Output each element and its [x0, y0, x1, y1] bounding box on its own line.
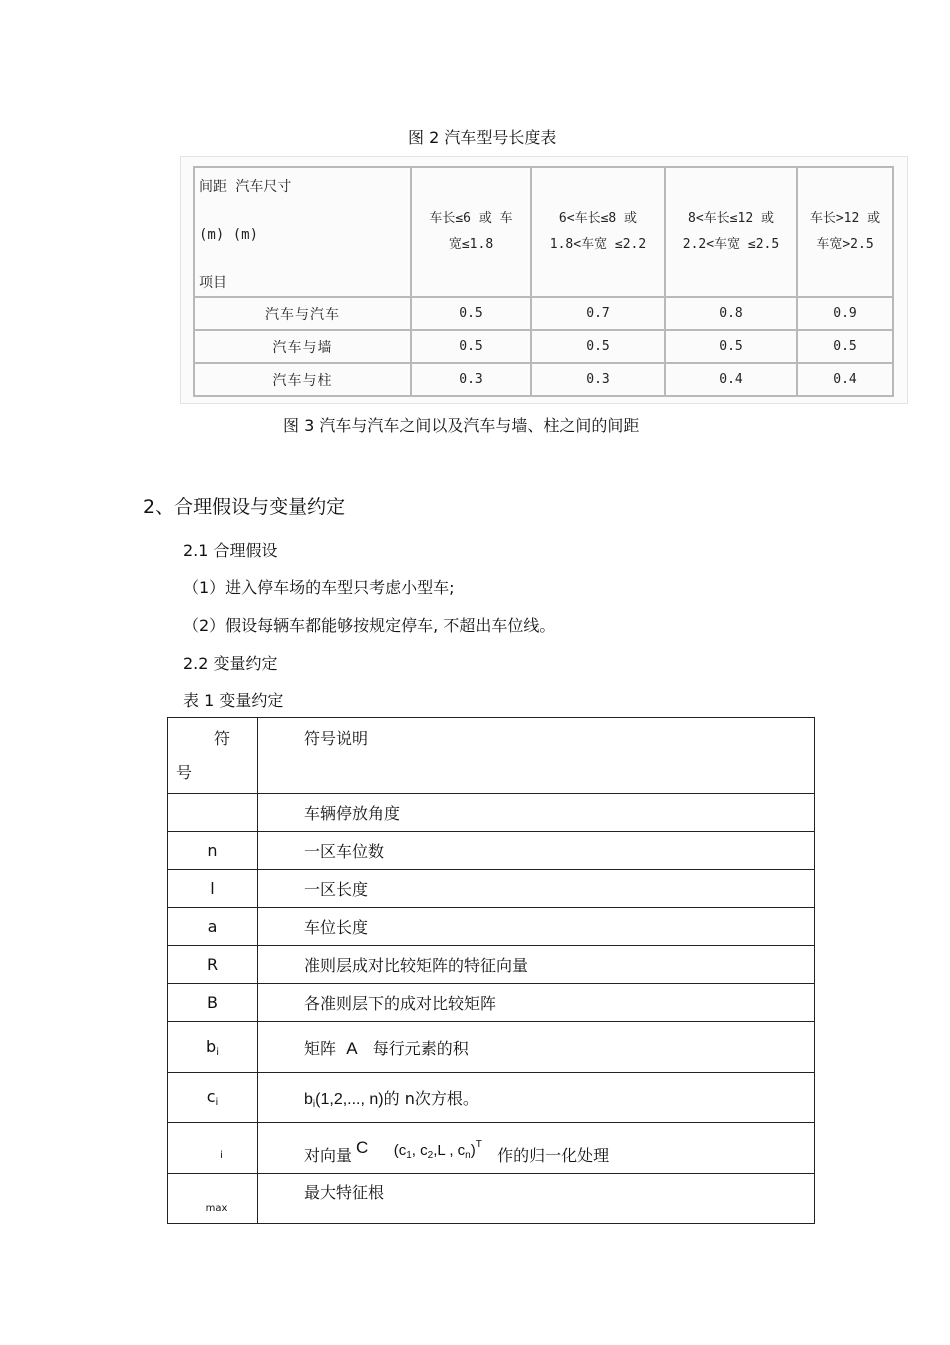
desc-cell: 最大特征根: [258, 1174, 815, 1224]
desc-cell: 车位长度: [258, 908, 815, 946]
figure-3-header-line1: 间距 汽车尺寸: [199, 179, 292, 195]
desc-bi-var: A: [346, 1038, 358, 1058]
vec-sup-t: T: [475, 1139, 482, 1150]
figure-3-col-3-line2: 2.2<车宽 ≤2.5: [682, 237, 780, 252]
vec-sub-2: 2: [427, 1150, 434, 1161]
table-1-caption: 表 1 变量约定: [183, 691, 284, 710]
desc-ci-b: b: [304, 1090, 313, 1108]
figure-3-cell: 0.5: [411, 330, 531, 363]
subsection-2-2-heading: 2.2 变量约定: [183, 654, 278, 673]
symbol-cell: [168, 794, 258, 832]
symbol-cell: n: [168, 832, 258, 870]
assumption-2: （2）假设每辆车都能够按规定停车, 不超出车位线。: [183, 616, 556, 635]
figure-3-col-1-line1: 车长≤6 或 车: [429, 211, 513, 226]
vec-sep-1: , c: [411, 1142, 428, 1159]
table-row: [168, 1073, 815, 1123]
desc-ci-args: (1,2,..., n): [315, 1090, 384, 1108]
figure-3-row-label: 汽车与柱: [194, 363, 411, 396]
figure-3-cell: 0.8: [665, 297, 797, 330]
header-symbol-top: 符: [214, 729, 231, 748]
figure-3-cell: 0.3: [411, 363, 531, 396]
figure-3-cell: 0.4: [797, 363, 893, 396]
table-row: [168, 908, 815, 946]
desc-cell: 一区长度: [258, 870, 815, 908]
figure-3-col-4-line1: 车长>12 或: [809, 211, 881, 226]
assumption-1: （1）进入停车场的车型只考虑小型车;: [183, 578, 455, 597]
figure-3-col-2-line1: 6<车长≤8 或: [558, 211, 638, 226]
figure-3-row-label: 汽车与墙: [194, 330, 411, 363]
symbol-b: b: [206, 1036, 217, 1056]
table-row: [168, 1123, 815, 1174]
header-desc-cell: 符号说明: [258, 718, 815, 794]
figure-3-caption: 图 3 汽车与汽车之间以及汽车与墙、柱之间的间距: [283, 416, 640, 435]
table-row: [168, 1022, 815, 1073]
desc-cell: 准则层成对比较矩阵的特征向量: [258, 946, 815, 984]
desc-norm-post: 作的归一化处理: [497, 1146, 610, 1165]
section-2-heading: 2、合理假设与变量约定: [143, 496, 346, 518]
vec-close: ): [470, 1142, 476, 1159]
figure-3-cell: 0.9: [797, 297, 893, 330]
figure-3-col-3: [665, 167, 797, 297]
header-symbol-cell: [168, 718, 258, 794]
figure-2-caption: 图 2 汽车型号长度表: [408, 128, 557, 147]
figure-3-cell: 0.5: [531, 330, 665, 363]
desc-bi-pre: 矩阵: [304, 1038, 337, 1058]
vec-sub-n: n: [465, 1150, 471, 1161]
figure-3-col-1-line2: 宽≤1.8: [448, 237, 494, 252]
symbol-lambda-max-sub: max: [205, 1203, 228, 1214]
desc-cell: [258, 1022, 815, 1073]
desc-bi-post: 每行元素的积: [372, 1038, 469, 1058]
table-row: [168, 832, 815, 870]
desc-ci-b-sub: i: [312, 1098, 316, 1110]
table-row: [168, 984, 815, 1022]
figure-3-cell: 0.7: [531, 297, 665, 330]
figure-3-col-3-line1: 8<车长≤12 或: [688, 211, 774, 226]
table-row: [168, 946, 815, 984]
figure-3-col-2: [531, 167, 665, 297]
figure-3-row-label: 汽车与汽车: [194, 297, 411, 330]
symbol-lambda-sub: i: [220, 1149, 223, 1161]
vec-sub-1: 1: [406, 1150, 412, 1161]
symbol-cell: [168, 1174, 258, 1224]
symbol-b-sub: i: [216, 1046, 219, 1058]
symbol-cell: a: [168, 908, 258, 946]
desc-norm-var: C: [356, 1138, 369, 1157]
table-row: [168, 870, 815, 908]
desc-ci-post: 的 n次方根。: [383, 1088, 479, 1108]
figure-3-row: [194, 363, 893, 396]
subsection-2-1-heading: 2.1 合理假设: [183, 541, 278, 560]
symbol-cell: B: [168, 984, 258, 1022]
table-row: [168, 794, 815, 832]
variable-table-header: [168, 718, 815, 794]
figure-3-row: [194, 330, 893, 363]
symbol-c: c: [206, 1087, 216, 1106]
figure-3-cell: 0.5: [797, 330, 893, 363]
desc-cell: 一区车位数: [258, 832, 815, 870]
vec-open: (c: [393, 1142, 407, 1159]
figure-3-header-cell: [194, 167, 411, 297]
figure-3-col-1: [411, 167, 531, 297]
symbol-cell: [168, 1123, 258, 1174]
desc-cell: [258, 1123, 815, 1174]
table-row: [168, 1174, 815, 1224]
symbol-cell: [168, 1073, 258, 1123]
figure-3-cell: 0.5: [665, 330, 797, 363]
figure-3-header-line3: 项目: [199, 275, 227, 291]
figure-3-col-2-line2: 1.8<车宽 ≤2.2: [549, 237, 647, 252]
desc-norm-pre: 对向量: [304, 1146, 353, 1165]
figure-3-cell: 0.5: [411, 297, 531, 330]
header-symbol-bottom: 号: [176, 763, 193, 782]
variable-table: [167, 717, 815, 1224]
symbol-cell: [168, 1022, 258, 1073]
symbol-cell: R: [168, 946, 258, 984]
figure-3-col-4: [797, 167, 893, 297]
desc-cell: 车辆停放角度: [258, 794, 815, 832]
figure-3-header-line2: (m) (m): [199, 227, 259, 243]
vec-sep-2: ,L , c: [433, 1142, 466, 1159]
figure-3-col-4-line2: 车宽>2.5: [816, 237, 874, 252]
symbol-c-sub: i: [215, 1097, 219, 1108]
figure-3-cell: 0.4: [665, 363, 797, 396]
desc-cell: [258, 1073, 815, 1123]
figure-3-cell: 0.3: [531, 363, 665, 396]
figure-3-table: [193, 166, 894, 397]
desc-cell: 各准则层下的成对比较矩阵: [258, 984, 815, 1022]
figure-3-row: [194, 297, 893, 330]
desc-norm-vector: [393, 1139, 482, 1161]
symbol-cell: l: [168, 870, 258, 908]
